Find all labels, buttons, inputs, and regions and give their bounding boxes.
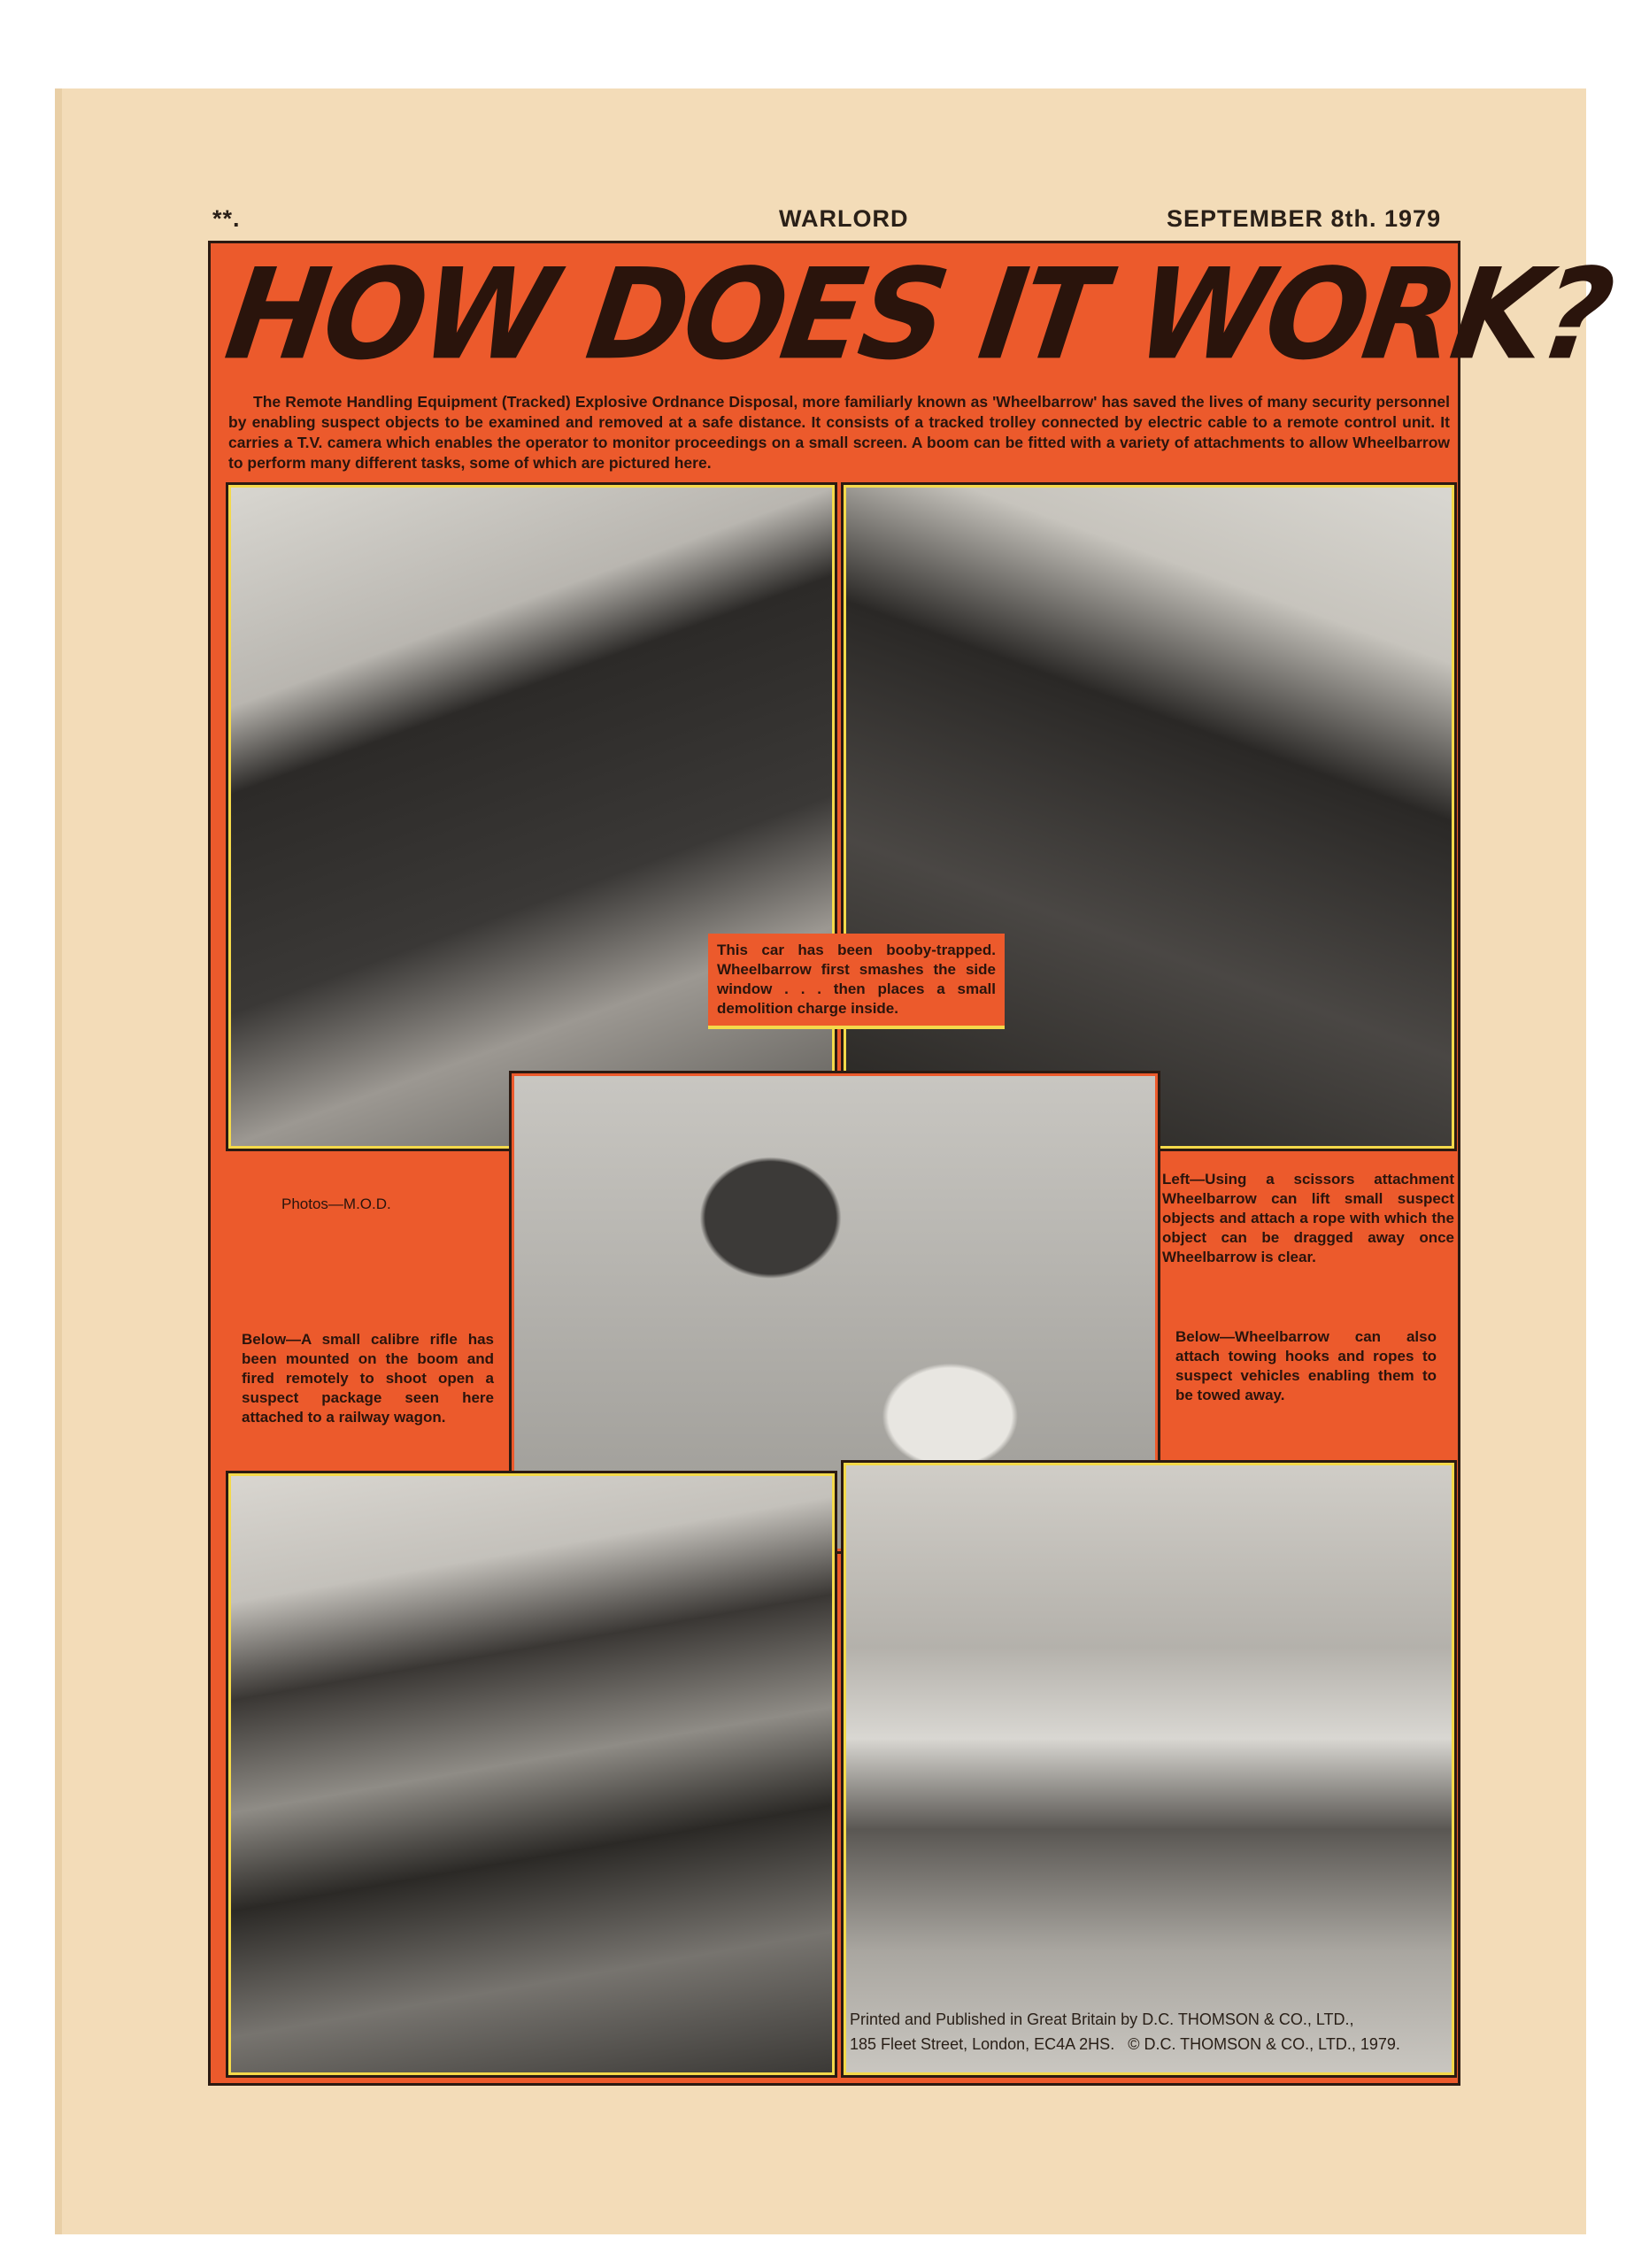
footer-copyright: © D.C. THOMSON & CO., LTD., 1979. <box>1128 2035 1400 2053</box>
page-title: HOW DOES IT WORK? <box>218 242 1619 388</box>
publication-name: WARLORD <box>779 205 909 232</box>
footer-line1: Printed and Published in Great Britain by D.C. THOMSON & CO., LTD., <box>850 2010 1354 2028</box>
caption-scissors: Left—Using a scissors attachment Wheelbarrow can lift small suspect objects and attach a rope with which the object can be dragged away once Wheelbarrow is clear. <box>1162 1171 1454 1265</box>
issue-date: SEPTEMBER 8th. 1979 <box>1167 205 1442 232</box>
intro-paragraph: The Remote Handling Equipment (Tracked) Explosive Ordnance Disposal, more familiarly known as 'Wheelbarrow' has saved the lives of many security personnel by enabling suspect objects to be examined and removed at a safe distance. It consists of a tracked trolley connected by electric cable to a remote control unit. It carries a T.V. camera which enables the operator to monitor proceedings on a small screen. A boom can be fitted with a variety of attachments to allow Wheelbarrow to perform many different tasks, some of which are pictured here. <box>228 393 1450 472</box>
caption-towing: Below—Wheelbarrow can also attach towing hooks and ropes to suspect vehicles enabling them to be towed away. <box>1175 1328 1437 1403</box>
footer-address: 185 Fleet Street, London, EC4A 2HS. <box>850 2035 1115 2053</box>
caption-booby-trap: This car has been booby-trapped. Wheelbarrow first smashes the side window . . . then places a small demolition charge inside. <box>717 942 996 1017</box>
article-frame <box>208 241 1619 2086</box>
photo-robot-beside-car <box>228 485 835 1149</box>
caption-rifle: Below—A small calibre rifle has been mounted on the boom and fired remotely to shoot open a suspect package seen here attached to a railway wagon. <box>242 1331 494 1426</box>
caption-booby-trap-box <box>708 934 1005 1029</box>
footer-printer <box>850 2007 1400 2057</box>
photo-car-window-boom <box>844 485 1454 1149</box>
photo-credit: Photos—M.O.D. <box>281 1196 391 1212</box>
photo-railway-wagon-rifle <box>228 1473 835 2075</box>
photo-towing-car <box>844 1463 1454 2075</box>
header-marks: **. <box>212 205 241 232</box>
